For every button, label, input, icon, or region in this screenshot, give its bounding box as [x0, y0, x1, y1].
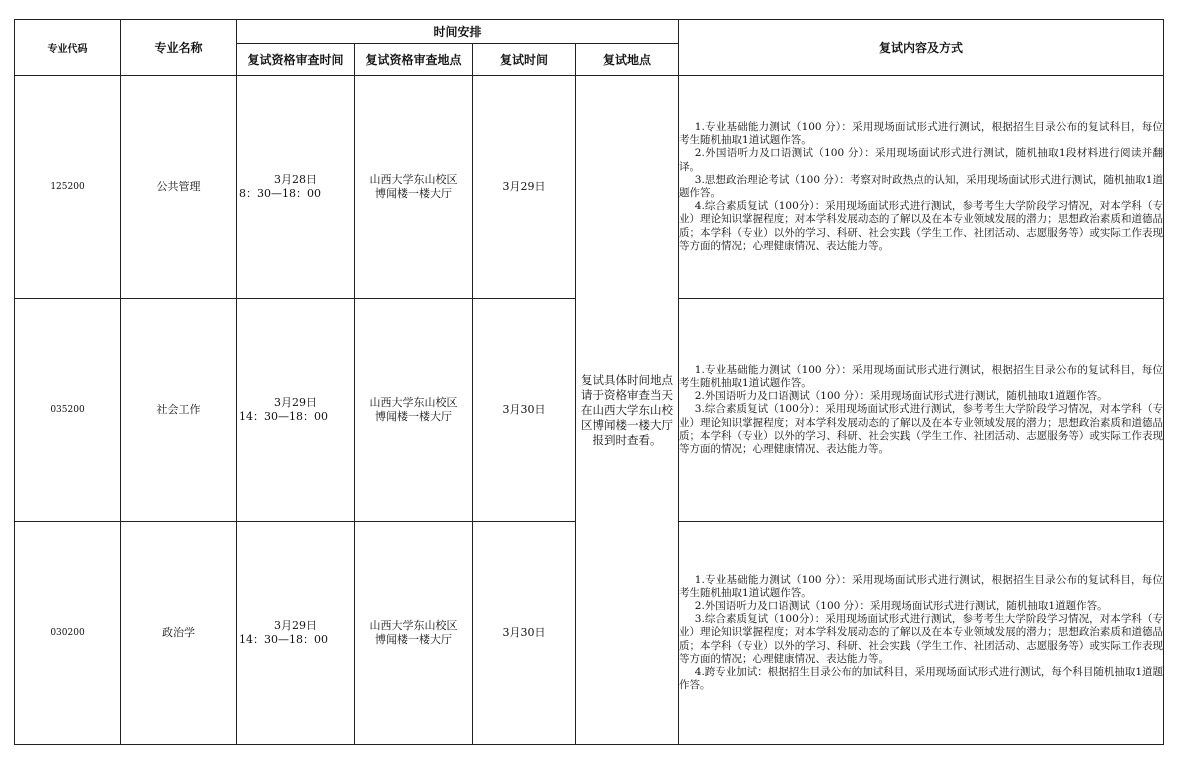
major-name-cell: 政治学 — [121, 522, 237, 745]
review-place-cell — [355, 76, 473, 299]
header-major-code: 专业代码 — [15, 20, 121, 76]
content-item: 4.跨专业加试：根据招生目录公布的加试科目，采用现场面试形式进行测试，每个科目随机抽取1道题作答。 — [679, 666, 1164, 692]
content-cell — [679, 299, 1164, 522]
review-hours: 14：30—18：00 — [239, 410, 328, 423]
schedule-table — [14, 19, 1164, 745]
review-hours: 8：30—18：00 — [239, 187, 321, 200]
review-time-cell — [237, 522, 355, 745]
header-review-place: 复试资格审查地点 — [355, 44, 473, 76]
major-code-cell: 030200 — [15, 522, 121, 745]
content-item: 4.综合素质复试（100分）：采用现场面试形式进行测试，参考考生大学阶段学习情况，对本学科（专业）理论知识掌握程度；对本学科发展动态的了解以及在本专业领域发展的潜力；思想政治素质和道德品质；本学科（专业）以外的学习、科研、社会实践（学生工作、社团活动、志愿服务等）或实际工作表现等方面的情况；心理健康情况、表达能力等。 — [679, 200, 1164, 252]
content-item: 1.专业基础能力测试（100 分）：采用现场面试形式进行测试，根据招生目录公布的复试科目，每位考生随机抽取1道试题作答。 — [679, 120, 1164, 147]
header-interview-time: 复试时间 — [473, 44, 576, 76]
content-item: 2.外国语听力及口语测试（100 分）：采用现场面试形式进行测试，随机抽取1道题作答。 — [694, 599, 1108, 612]
content-item: 3.综合素质复试（100分）：采用现场面试形式进行测试，参考考生大学阶段学习情况，对本学科（专业）理论知识掌握程度；对本学科发展动态的了解以及在本专业领域发展的潜力；思想政治素质和道德品质；本学科（专业）以外的学习、科研、社会实践（学生工作、社团活动、志愿服务等）或实际工作表现等方面的情况；心理健康情况、表达能力等。 — [679, 403, 1164, 455]
review-place-line-1: 山西大学东山校区 — [369, 396, 458, 409]
table-row — [15, 76, 1164, 299]
review-place-cell — [355, 299, 473, 522]
content-cell — [679, 76, 1164, 299]
review-place-line-1: 山西大学东山校区 — [369, 173, 458, 186]
interview-time-cell: 3月30日 — [473, 522, 576, 745]
review-place-line-1: 山西大学东山校区 — [369, 619, 458, 632]
review-date: 3月29日 — [274, 396, 317, 409]
content-item: 2.外国语听力及口语测试（100 分）：采用现场面试形式进行测试，随机抽取1道题作答。 — [694, 390, 1108, 403]
content-item: 1.专业基础能力测试（100 分）：采用现场面试形式进行测试，根据招生目录公布的复试科目，每位考生随机抽取1道试题作答。 — [679, 363, 1164, 389]
header-schedule: 时间安排 — [237, 20, 679, 44]
content-item: 2.外国语听力及口语测试（100 分）：采用现场面试形式进行测试，随机抽取1段材料进行阅读并翻译。 — [679, 147, 1164, 173]
header-major-name: 专业名称 — [121, 20, 237, 76]
major-code-cell: 035200 — [15, 299, 121, 522]
review-time-cell — [237, 76, 355, 299]
review-hours: 14：30—18：00 — [239, 633, 328, 646]
header-content: 复试内容及方式 — [679, 20, 1164, 76]
major-name-cell: 社会工作 — [121, 299, 237, 522]
review-place-cell — [355, 522, 473, 745]
review-date: 3月29日 — [274, 619, 317, 632]
major-code-cell: 125200 — [15, 76, 121, 299]
interview-time-cell: 3月30日 — [473, 299, 576, 522]
content-item: 3.综合素质复试（100分）：采用现场面试形式进行测试，参考考生大学阶段学习情况，对本学科（专业）理论知识掌握程度；对本学科发展动态的了解以及在本专业领域发展的潜力；思想政治素质和道德品质；本学科（专业）以外的学习、科研、社会实践（学生工作、社团活动、志愿服务等）或实际工作表现等方面的情况；心理健康情况、表达能力等。 — [679, 613, 1164, 665]
content-cell — [679, 522, 1164, 745]
review-place-line-2: 博闻楼一楼大厅 — [375, 410, 452, 423]
review-time-cell — [237, 299, 355, 522]
header-review-time: 复试资格审查时间 — [237, 44, 355, 76]
major-name-cell: 公共管理 — [121, 76, 237, 299]
content-item: 1.专业基础能力测试（100 分）：采用现场面试形式进行测试，根据招生目录公布的复试科目，每位考生随机抽取1道试题作答。 — [679, 573, 1164, 599]
interview-time-cell: 3月29日 — [473, 76, 576, 299]
review-place-line-2: 博闻楼一楼大厅 — [375, 187, 452, 200]
header-interview-place: 复试地点 — [576, 44, 679, 76]
review-place-line-2: 博闻楼一楼大厅 — [375, 633, 452, 646]
review-date: 3月28日 — [274, 173, 317, 186]
interview-place-cell: 复试具体时间地点请于资格审查当天在山西大学东山校区博闻楼一楼大厅报到时查看。 — [576, 76, 679, 745]
content-item: 3.思想政治理论考试（100 分）：考察对时政热点的认知，采用现场面试形式进行测试，随机抽取1道题作答。 — [679, 173, 1164, 199]
